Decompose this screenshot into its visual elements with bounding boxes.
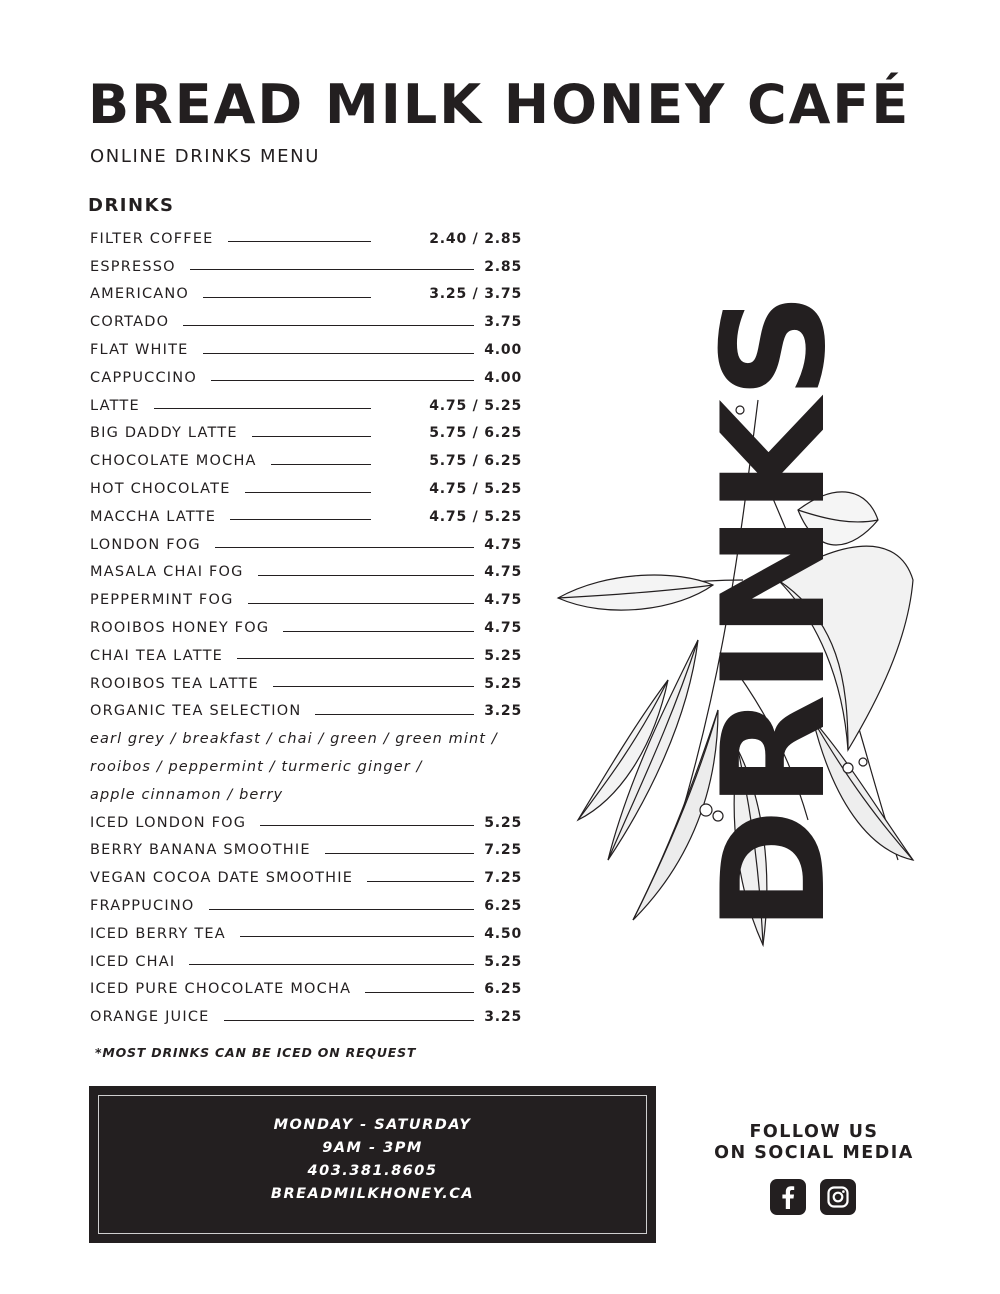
menu-item-name: ORANGE JUICE [90, 1009, 210, 1026]
menu-item-name: ESPRESSO [90, 258, 176, 275]
menu-item-leader [240, 936, 474, 937]
social-icons [770, 1179, 856, 1215]
menu-item [90, 447, 522, 475]
menu-item-leader [237, 658, 474, 659]
menu-item-price: 5.75 / 6.25 [429, 453, 522, 470]
hours-box [89, 1086, 656, 1243]
menu-item [90, 503, 522, 531]
menu-item-name: BERRY BANANA SMOOTHIE [90, 842, 311, 859]
menu-item-leader [189, 964, 474, 965]
menu-item-name: LONDON FOG [90, 536, 201, 553]
menu-item-price: 3.75 [484, 314, 522, 331]
menu-item-leader [315, 714, 474, 715]
menu-item-name: ICED BERRY TEA [90, 925, 226, 942]
menu-item [90, 670, 522, 698]
menu-item-price: 4.00 [484, 369, 522, 386]
cafe-title: BREAD MILK HONEY CAFÉ [88, 73, 911, 136]
menu-item-name: ICED LONDON FOG [90, 814, 247, 831]
menu-item-name: CORTADO [90, 314, 170, 331]
menu-item-leader [224, 1020, 475, 1021]
menu-item-leader [367, 881, 474, 882]
menu-item-name: BIG DADDY LATTE [90, 425, 238, 442]
menu-item [90, 586, 522, 614]
menu-item-leader [203, 297, 371, 298]
menu-item-leader [273, 686, 474, 687]
menu-item-leader [230, 519, 371, 520]
menu-item [90, 253, 522, 281]
menu-item [90, 336, 522, 364]
menu-item-price: 4.50 [484, 925, 522, 942]
phone-number: 403.381.8605 [307, 1163, 438, 1179]
menu-item [90, 225, 522, 253]
menu-item-price: 3.25 [484, 703, 522, 720]
menu-item-name: CAPPUCCINO [90, 369, 197, 386]
menu-item [90, 948, 522, 976]
menu-item-name: ICED CHAI [90, 953, 176, 970]
menu-item [90, 308, 522, 336]
hours-days: MONDAY - SATURDAY [273, 1117, 472, 1133]
menu-item [90, 531, 522, 559]
menu-item-leader [211, 380, 474, 381]
menu-item-price: 4.75 / 5.25 [429, 397, 522, 414]
menu-item-price: 5.25 [484, 647, 522, 664]
menu-item-name: FILTER COFFEE [90, 230, 214, 247]
menu-item-price: 4.00 [484, 342, 522, 359]
menu-item [90, 892, 522, 920]
menu-item-price: 4.75 [484, 564, 522, 581]
menu-item-price: 4.75 [484, 620, 522, 637]
menu-item [90, 281, 522, 309]
menu-item-name: FRAPPUCINO [90, 898, 195, 915]
menu-item-name: PEPPERMINT FOG [90, 592, 234, 609]
section-heading: DRINKS [88, 195, 175, 216]
menu-item-leader [258, 575, 475, 576]
menu-item-name: ORGANIC TEA SELECTION [90, 703, 302, 720]
menu-item-leader [283, 631, 474, 632]
menu-item-price: 5.75 / 6.25 [429, 425, 522, 442]
menu-item-leader [260, 825, 474, 826]
menu-item-price: 5.25 [484, 675, 522, 692]
menu-item-price: 4.75 / 5.25 [429, 481, 522, 498]
eucalyptus-illustration [548, 280, 928, 960]
menu-item [90, 837, 522, 865]
menu-item-leader [365, 992, 474, 993]
menu-item-price: 6.25 [484, 981, 522, 998]
iced-footnote: *MOST DRINKS CAN BE ICED ON REQUEST [95, 1045, 417, 1060]
follow-line-2: ON SOCIAL MEDIA [714, 1143, 914, 1163]
menu-item-leader [228, 241, 372, 242]
menu-item [90, 642, 522, 670]
menu-item [90, 864, 522, 892]
menu-item [90, 920, 522, 948]
menu-item-price: 6.25 [484, 898, 522, 915]
menu-item [90, 614, 522, 642]
instagram-icon[interactable] [820, 1179, 856, 1215]
menu-item-name: MACCHA LATTE [90, 508, 217, 525]
menu-item-name: MASALA CHAI FOG [90, 564, 244, 581]
menu-item [90, 809, 522, 837]
menu-item-name: FLAT WHITE [90, 342, 189, 359]
menu-item-name: ROOIBOS TEA LATTE [90, 675, 259, 692]
menu-item-name: CHOCOLATE MOCHA [90, 453, 257, 470]
menu-item-leader [252, 436, 372, 437]
menu-item-leader [154, 408, 371, 409]
menu-item-name: AMERICANO [90, 286, 190, 303]
menu-item-name: CHAI TEA LATTE [90, 647, 224, 664]
menu-item-leader [209, 909, 475, 910]
tea-selection-note: earl grey / breakfast / chai / green / green mint / [90, 731, 498, 748]
tea-selection-note: rooibos / peppermint / turmeric ginger / [90, 759, 423, 776]
menu-item-price: 2.40 / 2.85 [429, 230, 522, 247]
follow-heading [700, 1122, 928, 1164]
follow-line-1: FOLLOW US [749, 1122, 879, 1142]
menu-item-price: 3.25 / 3.75 [429, 286, 522, 303]
menu-item-name: HOT CHOCOLATE [90, 481, 231, 498]
menu-item [90, 420, 522, 448]
menu-item-name: VEGAN COCOA DATE SMOOTHIE [90, 870, 354, 887]
menu-item [90, 392, 522, 420]
menu-item-price: 3.25 [484, 1009, 522, 1026]
menu-item [90, 559, 522, 587]
menu-item-leader [215, 547, 474, 548]
menu-item-leader [190, 269, 474, 270]
menu-item-price: 7.25 [484, 870, 522, 887]
menu-item-name: ROOIBOS HONEY FOG [90, 620, 270, 637]
menu-item-leader [245, 492, 372, 493]
vertical-drinks-word: DRINKS [692, 320, 857, 932]
facebook-icon[interactable] [770, 1179, 806, 1215]
menu-item-price: 7.25 [484, 842, 522, 859]
menu-item [90, 1003, 522, 1031]
menu-item [90, 698, 522, 726]
menu-item-price: 4.75 [484, 536, 522, 553]
website-link[interactable]: BREADMILKHONEY.CA [270, 1186, 475, 1202]
menu-item-leader [271, 464, 372, 465]
drinks-list [90, 225, 522, 1031]
menu-subtitle: ONLINE DRINKS MENU [90, 146, 320, 167]
tea-selection-note: apple cinnamon / berry [90, 786, 284, 803]
menu-item [90, 475, 522, 503]
menu-item-leader [203, 353, 475, 354]
menu-item [90, 976, 522, 1004]
menu-item-price: 5.25 [484, 953, 522, 970]
hours-time: 9AM - 3PM [322, 1140, 423, 1156]
menu-item-price: 5.25 [484, 814, 522, 831]
menu-item-leader [183, 325, 474, 326]
menu-item-price: 2.85 [484, 258, 522, 275]
menu-item-price: 4.75 [484, 592, 522, 609]
menu-item-name: LATTE [90, 397, 140, 414]
menu-item-leader [325, 853, 475, 854]
menu-item-price: 4.75 / 5.25 [429, 508, 522, 525]
menu-item-name: ICED PURE CHOCOLATE MOCHA [90, 981, 352, 998]
menu-item [90, 364, 522, 392]
menu-item-leader [248, 603, 475, 604]
